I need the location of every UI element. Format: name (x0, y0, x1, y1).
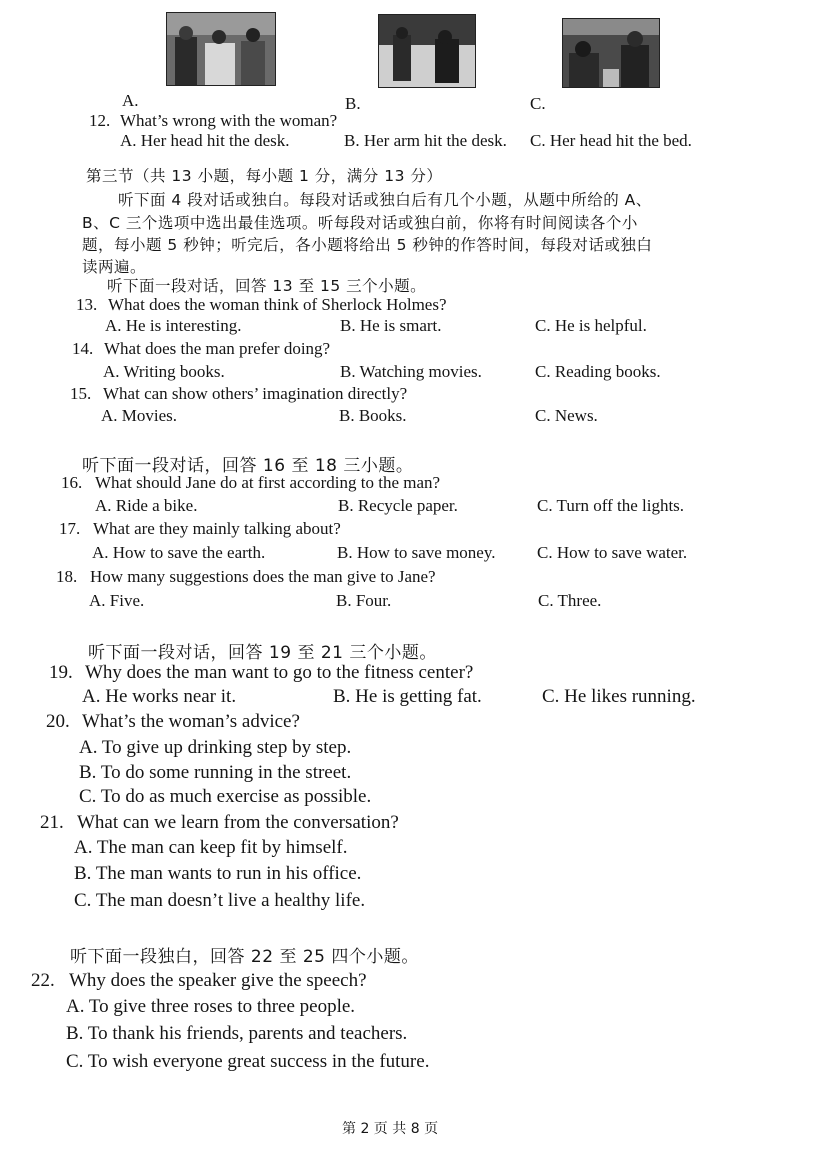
dialog-intro: 听下面一段对话，回答 19 至 21 三个小题。 (88, 643, 437, 663)
option-c: C. Her head hit the bed. (530, 131, 692, 150)
question-text: What are they mainly talking about? (93, 519, 341, 538)
option-a: A. He works near it. (82, 686, 237, 707)
option-a: A. To give up drinking step by step. (79, 737, 352, 758)
option-a: A. Her head hit the desk. (120, 131, 290, 150)
option-b: B. Books. (339, 406, 407, 425)
option-a: A. Movies. (101, 406, 178, 425)
question-number: 20. (46, 711, 70, 732)
question-number: 15. (70, 384, 92, 403)
question-number: 18. (56, 567, 78, 586)
option-b: B. The man wants to run in his office. (74, 863, 362, 884)
question-text: What does the man prefer doing? (104, 339, 331, 358)
option-b: B. Watching movies. (340, 362, 482, 381)
dialog-intro: 听下面一段对话，回答 13 至 15 三个小题。 (107, 277, 427, 295)
section-title: 第三节（共 13 小题，每小题 1 分，满分 13 分） (86, 167, 443, 185)
instruction-line: B、C 三个选项中选出最佳选项。听每段对话或独白前，你将有时间阅读各个小 (82, 214, 638, 232)
picture-a (166, 12, 276, 86)
option-a: A. How to save the earth. (92, 543, 266, 562)
option-b: B. How to save money. (337, 543, 496, 562)
picture-a-label: A. (122, 91, 139, 110)
instruction-line: 读两遍。 (82, 258, 147, 276)
option-a: A. To give three roses to three people. (66, 996, 356, 1017)
page-number: 第 2 页 共 8 页 (342, 1121, 439, 1137)
option-b: B. To thank his friends, parents and teachers. (66, 1023, 408, 1044)
question-text: Why does the speaker give the speech? (69, 970, 367, 991)
option-b: B. He is smart. (340, 316, 442, 335)
picture-b-label: B. (345, 94, 361, 113)
option-c: C. Three. (538, 591, 602, 610)
option-c: C. News. (535, 406, 598, 425)
question-number: 21. (40, 812, 64, 833)
option-b: B. To do some running in the street. (79, 762, 352, 783)
instruction-line: 听下面 4 段对话或独白。每段对话或独白后有几个小题，从题中所给的 A、 (118, 191, 652, 209)
question-number: 16. (61, 473, 83, 492)
question-number: 22. (31, 970, 55, 991)
option-c: C. How to save water. (537, 543, 688, 562)
picture-c-label: C. (530, 94, 546, 113)
option-a: A. He is interesting. (105, 316, 242, 335)
option-a: A. Five. (89, 591, 145, 610)
dialog-intro: 听下面一段对话，回答 16 至 18 三小题。 (82, 456, 414, 476)
question-number: 12. (89, 111, 111, 130)
question-number: 19. (49, 662, 73, 683)
option-c: C. He likes running. (542, 686, 696, 707)
instruction-line: 题，每小题 5 秒钟；听完后，各小题将给出 5 秒钟的作答时间，每段对话或独白 (82, 236, 653, 254)
question-text: What should Jane do at first according to the man? (95, 473, 441, 492)
option-c: C. Reading books. (535, 362, 661, 381)
option-a: A. The man can keep fit by himself. (74, 837, 348, 858)
market-scene-image (167, 13, 275, 85)
option-a: A. Writing books. (103, 362, 225, 381)
option-b: B. Four. (336, 591, 392, 610)
option-b: B. He is getting fat. (333, 686, 482, 707)
option-c: C. Turn off the lights. (537, 496, 685, 515)
option-c: C. The man doesn’t live a healthy life. (74, 890, 366, 911)
question-text: How many suggestions does the man give to Jane? (90, 567, 436, 586)
option-c: C. To wish everyone great success in the future. (66, 1051, 430, 1072)
picture-b (378, 14, 476, 88)
question-text: What’s the woman’s advice? (82, 711, 300, 732)
question-number: 13. (76, 295, 98, 314)
question-text: What does the woman think of Sherlock Holmes? (108, 295, 447, 314)
question-number: 14. (72, 339, 94, 358)
question-text: What’s wrong with the woman? (120, 111, 338, 130)
option-b: B. Recycle paper. (338, 496, 458, 515)
option-a: A. Ride a bike. (95, 496, 198, 515)
question-number: 17. (59, 519, 81, 538)
office-scene-image (563, 19, 659, 87)
two-people-image (379, 15, 475, 87)
picture-c (562, 18, 660, 88)
monologue-intro: 听下面一段独白，回答 22 至 25 四个小题。 (70, 947, 419, 967)
question-text: What can we learn from the conversation? (77, 812, 399, 833)
question-text: Why does the man want to go to the fitness center? (85, 662, 474, 683)
option-c: C. He is helpful. (535, 316, 647, 335)
question-text: What can show others’ imagination directly? (103, 384, 408, 403)
option-c: C. To do as much exercise as possible. (79, 786, 372, 807)
option-b: B. Her arm hit the desk. (344, 131, 507, 150)
